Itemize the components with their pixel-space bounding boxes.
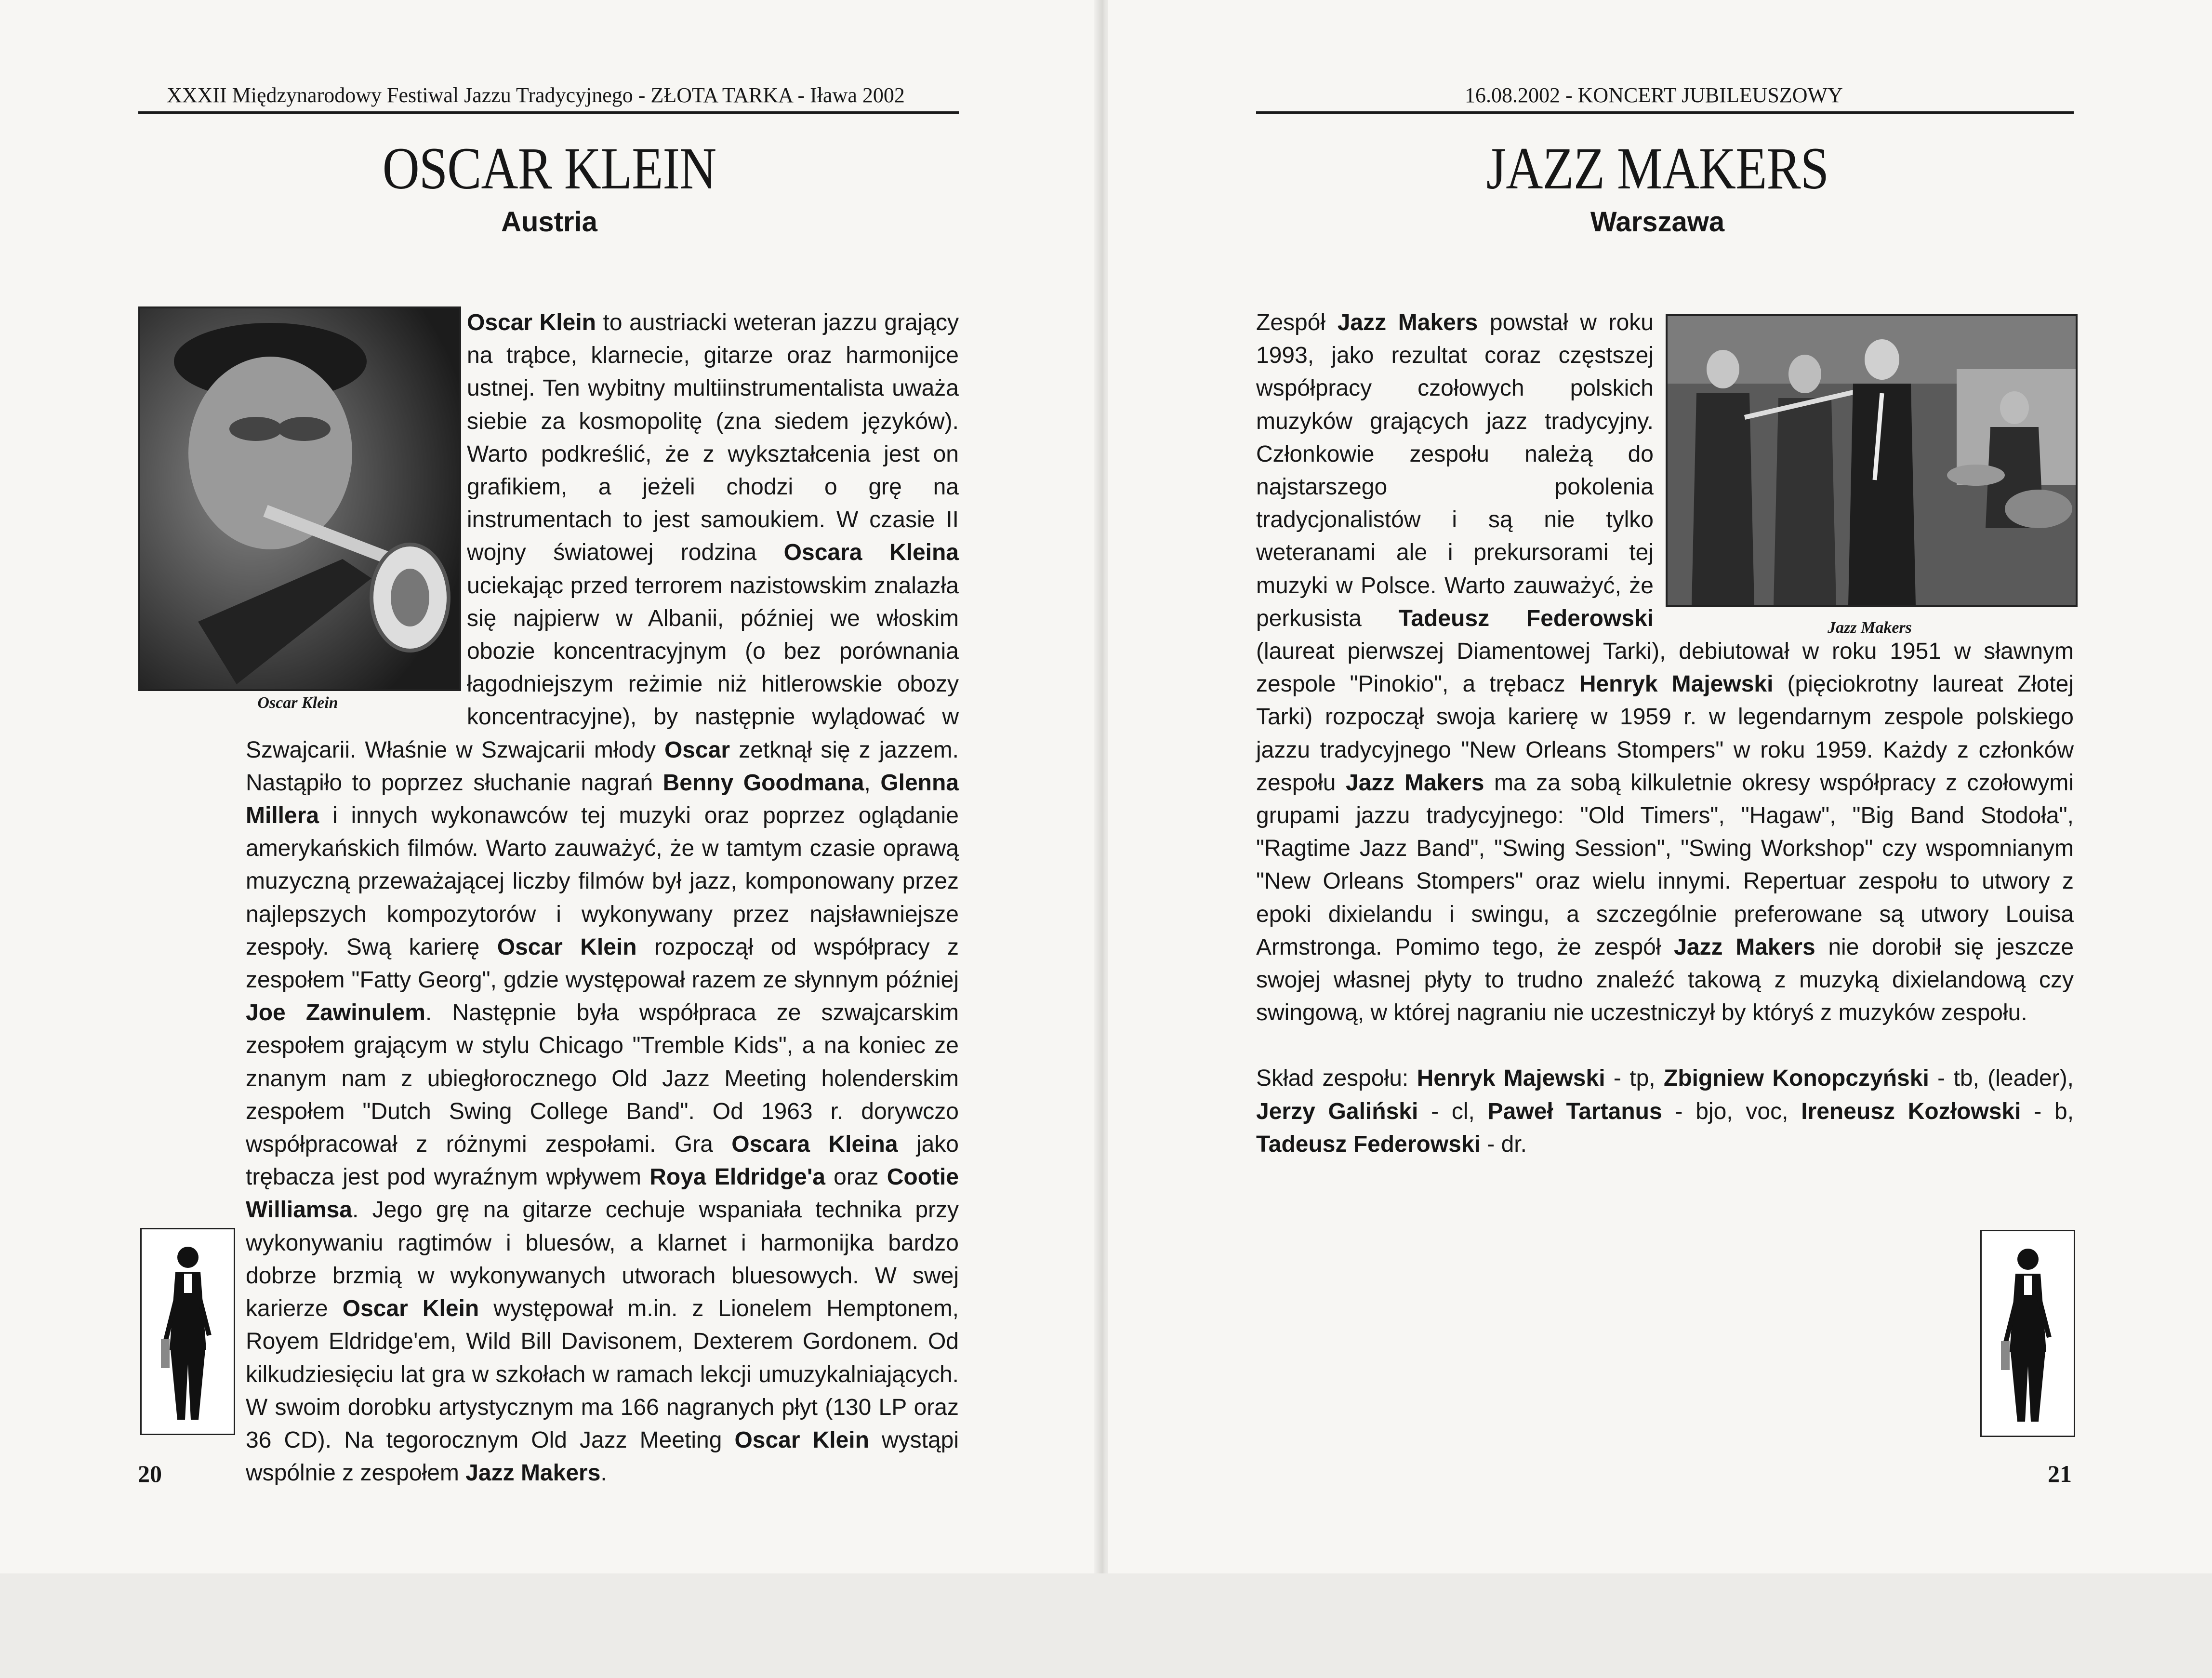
text-run: zetknął się z jazzem. Nastąpiło to poprzez słuchanie nagrań bbox=[246, 737, 959, 796]
right-title: JAZZ MAKERS bbox=[1486, 135, 1829, 201]
band-lineup-paragraph bbox=[1256, 1062, 2074, 1161]
emphasized-name: Oscar Klein bbox=[467, 310, 596, 335]
right-running-header: 16.08.2002 - KONCERT JUBILEUSZOWY bbox=[1465, 83, 1843, 107]
emphasized-name: Glenna Millera bbox=[246, 770, 959, 829]
right-subtitle: Warszawa bbox=[1590, 206, 1725, 238]
text-run: (pięciokrotny laureat Złotej Tarki) rozpoczął swoja karierę w 1959 r. w legendarnym zespole polskiego jazzu tradycyjnego "New Orleans Stompers" w roku 1959. Każdy z członków zespołu bbox=[1256, 671, 2074, 796]
emphasized-name: Oscar Klein bbox=[497, 934, 637, 960]
emphasized-name: Oscar bbox=[664, 737, 730, 763]
text-run: uciekając przed terrorem nazistowskim znalazła się najpierw w Albanii, później we włoskim obozie koncentracyjnym (o bez porównania łagodniejszym reżimie niż hitlerowskie obozy koncentracyjne), by następnie wylądować w Szwajcarii. Właśnie w Szwajcarii młody bbox=[246, 573, 959, 763]
right-article-text bbox=[1256, 306, 2074, 1161]
emphasized-name: Henryk Majewski bbox=[1417, 1065, 1605, 1092]
emphasized-name: Jazz Makers bbox=[1337, 310, 1478, 335]
text-run: to austriacki weteran jazzu grający na trąbce, klarnecie, gitarze oraz harmonijce ustnej. Ten wybitny multiinstrumentalista uważa siebie za kosmopolitę (zna siedem języków). Warto podkreślić, że z wykształcenia jest on grafikiem, a jeżeli chodzi o grę na instrumentach to jest samoukiem. W czasie II wojny światowej rodzina bbox=[467, 310, 959, 566]
jazz-makers-photo-caption: Jazz Makers bbox=[1828, 619, 1912, 637]
emphasized-name: Jerzy Galiński bbox=[1256, 1098, 1418, 1124]
text-run: (laureat pierwszej Diamentowej Tarki), debiutował w roku 1951 w sławnym zespole "Pinokio", a trębacz bbox=[1256, 639, 2074, 697]
text-run: ma za sobą kilkuletnie okresy współpracy z czołowymi grupami jazzu tradycyjnego: "Old Timers", "Hagaw", "Big Band Stodoła", "Ragtime Jazz Band", "Swing Session", "Swing Workshop" czy wspomnianym "New Orleans Stompers" oraz wielu innymi. Repertuar zespołu to utwory z epoki dixielandu i swingu, a szczególnie preferowane są utwory Louisa Armstronga. Pomimo tego, że zespół bbox=[1256, 770, 2074, 960]
left-page-number: 20 bbox=[138, 1460, 162, 1487]
left-subtitle: Austria bbox=[501, 206, 597, 238]
emphasized-name: Paweł Tartanus bbox=[1487, 1098, 1662, 1124]
emphasized-name: Cootie Williamsa bbox=[246, 1164, 959, 1223]
oscar-klein-photo-caption: Oscar Klein bbox=[257, 694, 338, 712]
text-run: - dr. bbox=[1480, 1131, 1527, 1157]
right-page bbox=[1108, 0, 2212, 1573]
text-run: , bbox=[864, 770, 881, 796]
emphasized-name: Jazz Makers bbox=[465, 1460, 601, 1486]
right-trumpeter-figure bbox=[1980, 1230, 2075, 1437]
text-run: . Jego grę na gitarze cechuje wspaniała technika przy wykonywaniu ragtimów i bluesów, a klarnet i harmonijka bardzo dobrze brzmią w wykonywanych utworach bluesowych. W swej karierze bbox=[246, 1197, 959, 1322]
text-run: nie dorobił się jeszcze swojej własnej płyty to trudno znaleźć takową z muzyką dixielandową czy swingową, w której nagraniu nie uczestniczył by któryś z muzyków zespołu. bbox=[1256, 934, 2074, 1026]
emphasized-name: Joe Zawinulem bbox=[246, 1000, 425, 1026]
emphasized-name: Oscar Klein bbox=[734, 1427, 869, 1453]
left-header-rule bbox=[138, 111, 959, 114]
text-run: Skład zespołu: bbox=[1256, 1065, 1417, 1092]
text-run: i innych wykonawców tej muzyki oraz poprzez oglądanie amerykańskich filmów. Warto zauważyć, że w tamtym czasie oprawą muzyczną przeważającej liczby filmów był jazz, komponowany przez najlepszych kompozytorów i wykonywany przez najsławniejsze zespoły. Swą karierę bbox=[246, 803, 959, 960]
emphasized-name: Tadeusz Federowski bbox=[1398, 605, 1654, 631]
left-running-header: XXXII Międzynarodowy Festiwal Jazzu Tradycyjnego - ZŁOTA TARKA - Iława 2002 bbox=[167, 83, 905, 107]
text-run: - tp, bbox=[1605, 1065, 1664, 1092]
left-title: OSCAR KLEIN bbox=[382, 135, 716, 201]
text-run: - cl, bbox=[1418, 1098, 1488, 1124]
emphasized-name: Oscar Klein bbox=[342, 1296, 479, 1322]
text-run: wystąpi wspólnie z zespołem bbox=[246, 1427, 959, 1486]
text-run: - tb, (leader), bbox=[1929, 1065, 2074, 1092]
emphasized-name: Oscara Kleina bbox=[731, 1132, 898, 1158]
left-page bbox=[0, 0, 1098, 1573]
emphasized-name: Jazz Makers bbox=[1674, 934, 1815, 960]
emphasized-name: Ireneusz Kozłowski bbox=[1801, 1098, 2021, 1124]
emphasized-name: Henryk Majewski bbox=[1579, 671, 1774, 697]
emphasized-name: Jazz Makers bbox=[1346, 770, 1484, 796]
emphasized-name: Oscara Kleina bbox=[783, 540, 959, 566]
emphasized-name: Zbigniew Konopczyński bbox=[1664, 1065, 1929, 1092]
right-page-number: 21 bbox=[2048, 1460, 2072, 1487]
text-run: - bjo, voc, bbox=[1662, 1098, 1801, 1124]
text-run: Zespół bbox=[1256, 310, 1338, 335]
text-run: . Następnie była współpraca ze szwajcarskim zespołem grającym w stylu Chicago "Tremble Kids", a na koniec ze znanym nam z ubiegłorocznego Old Jazz Meeting holenderskim zespołem "Dutch Swing College Band". Od 1963 r. dorywczo współpracował z różnymi zespołami. Gra bbox=[246, 1000, 959, 1158]
trumpeter-silhouette-icon bbox=[1982, 1231, 2074, 1436]
text-run: - b, bbox=[2021, 1098, 2074, 1124]
right-header-rule bbox=[1256, 111, 2074, 114]
text-run: występował m.in. z Lionelem Hemptonem, Royem Eldridge'em, Wild Bill Davisonem, Dexterem Gordonem. Od kilkudziesięciu lat gra w szkołach w ramach lekcji umuzykalniających. W swoim dorobku artystycznym ma 166 nagranych płyt (130 LP oraz 36 CD). Na tegorocznym Old Jazz Meeting bbox=[246, 1296, 959, 1453]
text-run: . bbox=[600, 1460, 607, 1486]
emphasized-name: Tadeusz Federowski bbox=[1256, 1131, 1481, 1157]
text-run: oraz bbox=[825, 1164, 887, 1190]
emphasized-name: Roya Eldridge'a bbox=[649, 1164, 825, 1190]
text-run: rozpoczął od współpracy z zespołem "Fatty Georg", gdzie występował razem ze słynnym później bbox=[246, 934, 959, 993]
text-run: powstał w roku 1993, jako rezultat coraz częstszej współpracy czołowych polskich muzyków grających jazz tradycyjny. Członkowie zespołu należą do najstarszego pokolenia tradycjonalistów i są nie tylko weteranami ale i prekursorami tej muzyki w Polsce. Warto zauważyć, że perkusista bbox=[1256, 310, 1654, 631]
emphasized-name: Benny Goodmana bbox=[662, 770, 864, 796]
text-run: jako trębacza jest pod wyraźnym wpływem bbox=[246, 1132, 959, 1190]
